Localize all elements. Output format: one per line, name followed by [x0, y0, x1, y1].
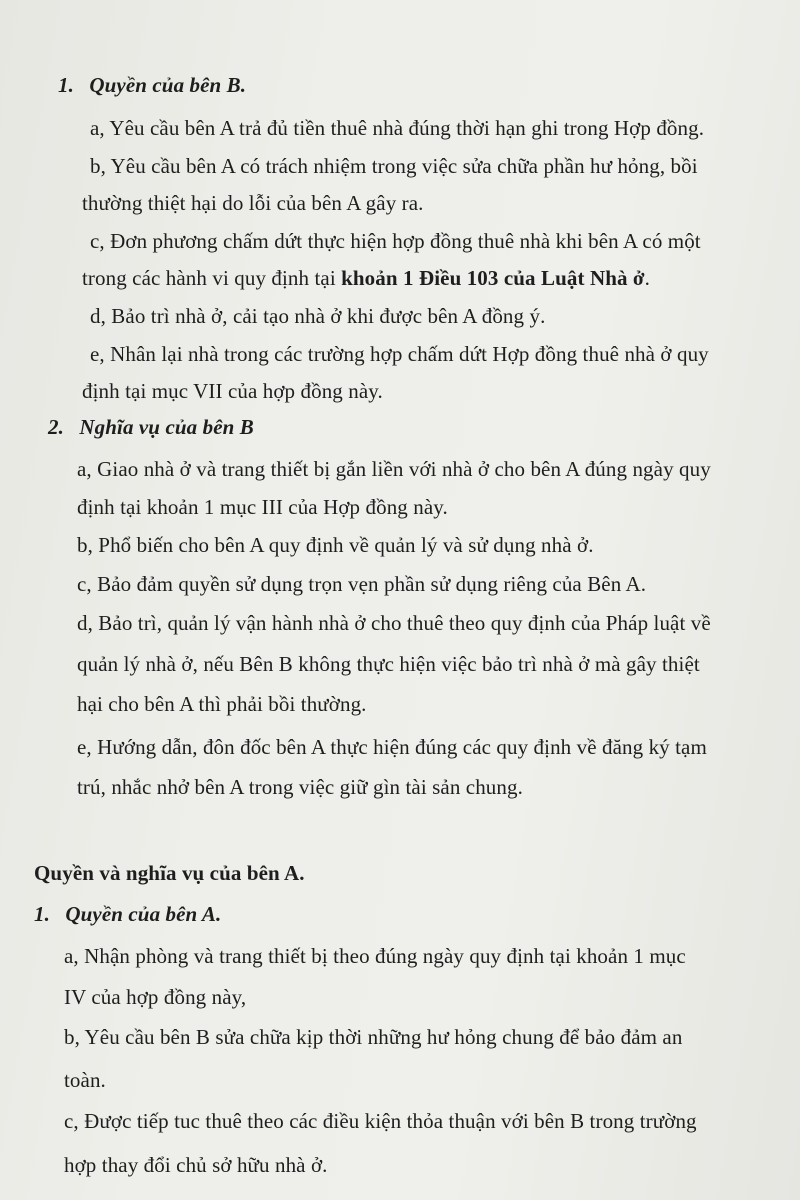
a-rights-title: Quyền của bên A.: [65, 902, 222, 926]
a-rights-item-b-line2: toàn.: [64, 1068, 106, 1092]
a-rights-item-c-line1: c, Được tiếp tuc thuê theo các điều kiện thỏa thuận với bên B trong trường: [64, 1109, 697, 1133]
b-rights-heading: [58, 72, 246, 98]
b-obligations-title: Nghĩa vụ của bên B: [79, 415, 254, 439]
b-obligations-item-d-line2: quản lý nhà ở, nếu Bên B không thực hiện việc bảo trì nhà ở mà gây thiệt: [77, 652, 700, 676]
a-rights-number: 1.: [34, 902, 50, 926]
b-obligations-heading: [48, 414, 254, 440]
b-rights-item-e-line2: định tại mục VII của hợp đồng này.: [82, 379, 383, 403]
b-rights-number: 1.: [58, 73, 74, 97]
a-rights-item-a-line2: IV của hợp đồng này,: [64, 985, 247, 1009]
b-rights-item-b-line2: thường thiệt hại do lỗi của bên A gây ra.: [82, 191, 424, 215]
b-rights-item-c-law-ref: khoản 1 Điều 103 của Luật Nhà ở: [341, 266, 645, 290]
b-obligations-number: 2.: [48, 415, 64, 439]
b-obligations-item-d-line3: hại cho bên A thì phải bồi thường.: [77, 692, 367, 716]
b-rights-item-a: a, Yêu cầu bên A trả đủ tiền thuê nhà đúng thời hạn ghi trong Hợp đồng.: [90, 116, 705, 140]
b-rights-item-c-line1: c, Đơn phương chấm dứt thực hiện hợp đồng thuê nhà khi bên A có một: [90, 229, 701, 253]
b-rights-item-c-line2: [82, 265, 650, 291]
b-rights-item-b-line1: b, Yêu cầu bên A có trách nhiệm trong việc sửa chữa phần hư hỏng, bồi: [90, 154, 698, 178]
b-rights-item-d: d, Bảo trì nhà ở, cải tạo nhà ở khi được bên A đồng ý.: [90, 304, 546, 328]
b-rights-item-c-prefix: trong các hành vi quy định tại: [82, 266, 342, 290]
a-rights-item-b-line1: b, Yêu cầu bên B sửa chữa kịp thời những hư hỏng chung để bảo đảm an: [64, 1025, 683, 1049]
a-rights-item-a-line1: a, Nhận phòng và trang thiết bị theo đúng ngày quy định tại khoản 1 mục: [64, 944, 686, 968]
section-a-title: Quyền và nghĩa vụ của bên A.: [34, 861, 305, 885]
a-rights-heading: [34, 901, 221, 927]
b-obligations-item-c: c, Bảo đảm quyền sử dụng trọn vẹn phần sử dụng riêng của Bên A.: [77, 572, 647, 596]
b-obligations-item-a-line1: a, Giao nhà ở và trang thiết bị gắn liền với nhà ở cho bên A đúng ngày quy: [77, 457, 711, 481]
b-obligations-item-a-line2: định tại khoản 1 mục III của Hợp đồng này.: [77, 495, 448, 519]
b-obligations-item-e-line2: trú, nhắc nhở bên A trong việc giữ gìn tài sản chung.: [77, 775, 523, 799]
b-obligations-item-d-line1: d, Bảo trì, quản lý vận hành nhà ở cho thuê theo quy định của Pháp luật về: [77, 611, 711, 635]
b-rights-title: Quyền của bên B.: [89, 73, 247, 97]
b-rights-item-c-suffix: .: [644, 266, 651, 290]
b-obligations-item-b: b, Phổ biến cho bên A quy định về quản lý và sử dụng nhà ở.: [77, 533, 594, 557]
b-rights-item-e-line1: e, Nhân lại nhà trong các trường hợp chấm dứt Hợp đồng thuê nhà ở quy: [90, 342, 709, 366]
b-obligations-item-e-line1: e, Hướng dẫn, đôn đốc bên A thực hiện đúng các quy định về đăng ký tạm: [77, 735, 707, 759]
a-rights-item-c-line2: hợp thay đổi chủ sở hữu nhà ở.: [64, 1153, 328, 1177]
